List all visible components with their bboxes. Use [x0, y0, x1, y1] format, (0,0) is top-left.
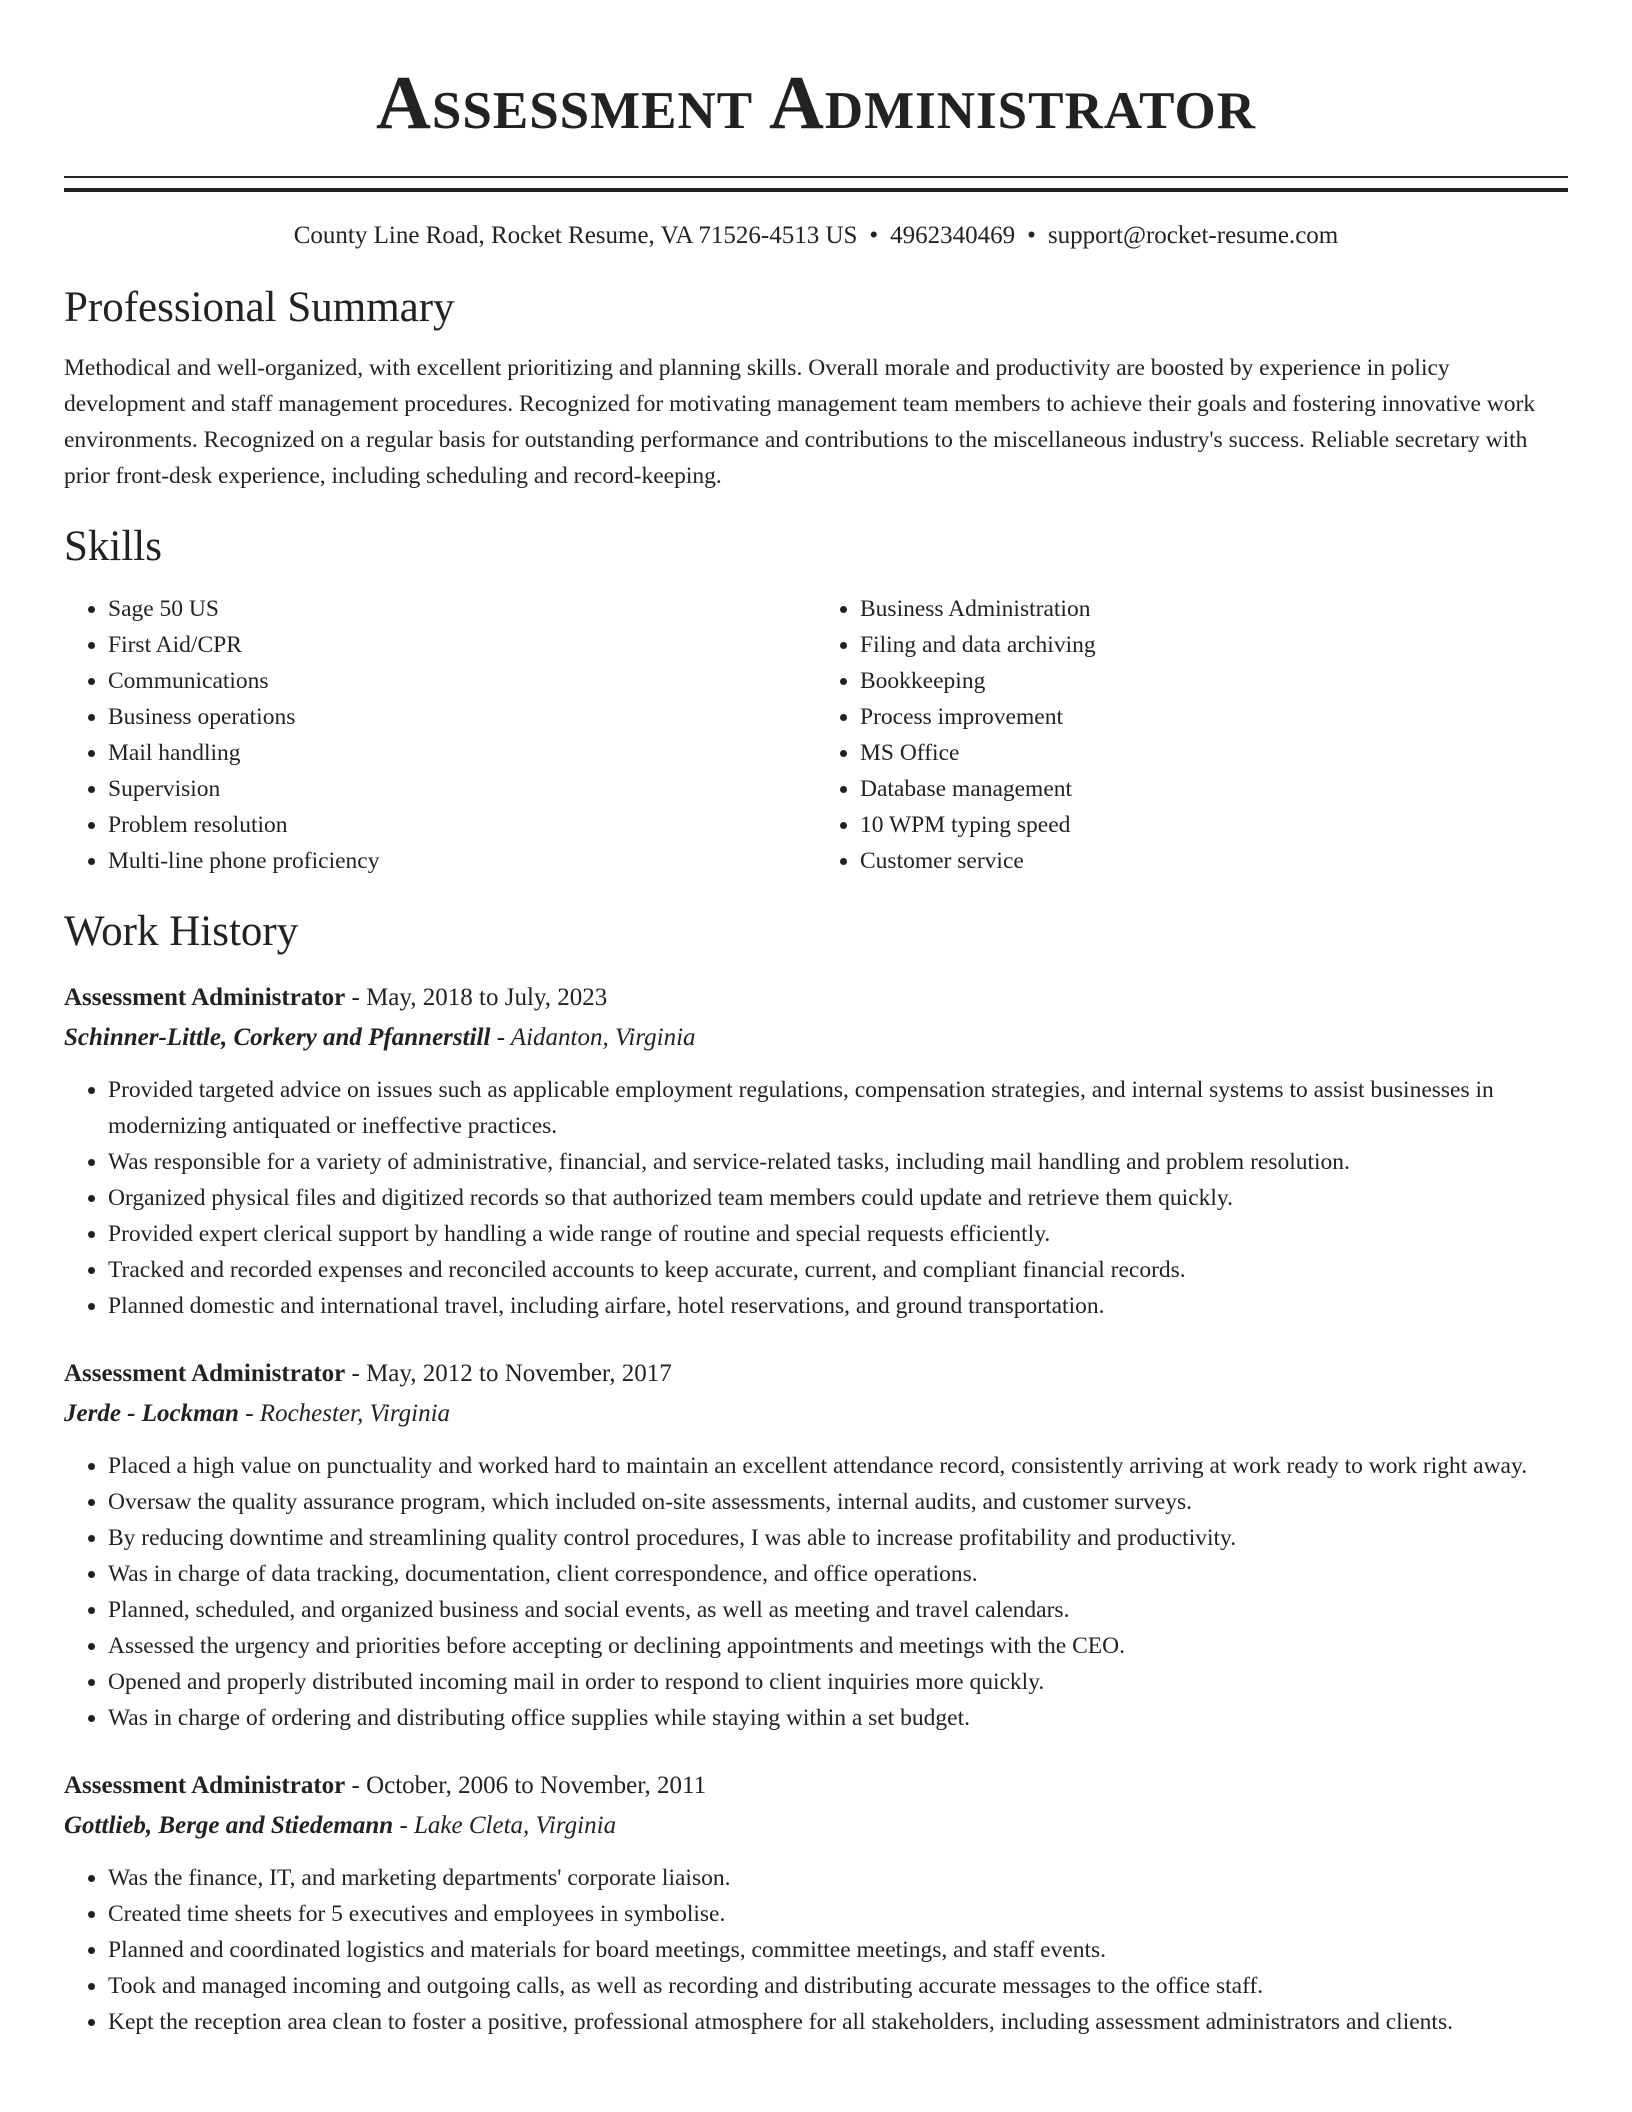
- job-bullet: • Kept the reception area clean to foster a positive, professional atmosphere for all stakeholders, including assessment administrators and clients.: [108, 2004, 1568, 2040]
- skill-item: • Communications: [108, 663, 816, 699]
- contact-separator: •: [869, 222, 879, 249]
- skill-item: • Sage 50 US: [108, 591, 816, 627]
- job-role: Assessment Administrator: [64, 1772, 346, 1799]
- skill-item: • 10 WPM typing speed: [860, 807, 1568, 843]
- job-bullet: • Created time sheets for 5 executives and employees in symbolise.: [108, 1896, 1568, 1932]
- job-bullet: • Planned domestic and international travel, including airfare, hotel reservations, and ground transportation.: [108, 1288, 1568, 1324]
- job-bullets: [64, 1072, 1568, 1324]
- job-location: - Aidanton, Virginia: [490, 1024, 696, 1051]
- job-bullet: • Organized physical files and digitized records so that authorized team members could update and retrieve them quickly.: [108, 1180, 1568, 1216]
- skill-item: • Problem resolution: [108, 807, 816, 843]
- job-entry: [64, 978, 1568, 1324]
- job-heading: [64, 1354, 1568, 1394]
- job-location: - Lake Cleta, Virginia: [393, 1812, 617, 1839]
- contact-separator: •: [1027, 222, 1036, 249]
- header-divider: [64, 176, 1568, 192]
- section-title-summary: Professional Summary: [64, 284, 455, 331]
- skill-item: • Mail handling: [108, 735, 816, 771]
- job-entry: [64, 1354, 1568, 1736]
- job-role: Assessment Administrator: [64, 984, 346, 1011]
- skill-item: • Supervision: [108, 771, 816, 807]
- skill-item: • Customer service: [860, 843, 1568, 879]
- skill-item: • MS Office: [860, 735, 1568, 771]
- job-bullets: [64, 1448, 1568, 1736]
- skills-columns: [64, 591, 1568, 879]
- job-bullet: • Was in charge of ordering and distributing office supplies while staying within a set budget.: [108, 1700, 1568, 1736]
- job-bullet: • Assessed the urgency and priorities before accepting or declining appointments and meetings with the CEO.: [108, 1628, 1568, 1664]
- resume-name: Assessment Administrator: [376, 61, 1256, 145]
- contact-email: support@rocket-resume.com: [1047, 222, 1339, 249]
- job-bullet: • Planned, scheduled, and organized business and social events, as well as meeting and travel calendars.: [108, 1592, 1568, 1628]
- skill-item: • First Aid/CPR: [108, 627, 816, 663]
- skill-item: • Process improvement: [860, 699, 1568, 735]
- job-dates: - May, 2018 to July, 2023: [345, 984, 608, 1011]
- job-company-line: [64, 1018, 1568, 1058]
- skill-item: • Database management: [860, 771, 1568, 807]
- job-bullet: • Planned and coordinated logistics and materials for board meetings, committee meetings, and staff events.: [108, 1932, 1568, 1968]
- job-role: Assessment Administrator: [64, 1360, 346, 1387]
- job-bullet: • Oversaw the quality assurance program, which included on-site assessments, internal audits, and customer surveys.: [108, 1484, 1568, 1520]
- job-entry: [64, 1766, 1568, 2040]
- job-bullet: • Opened and properly distributed incoming mail in order to respond to client inquiries more quickly.: [108, 1664, 1568, 1700]
- job-bullet: • Provided expert clerical support by handling a wide range of routine and special requests efficiently.: [108, 1216, 1568, 1252]
- job-bullets: [64, 1860, 1568, 2040]
- section-title-skills: Skills: [64, 523, 162, 570]
- contact-phone: 4962340469: [890, 222, 1016, 249]
- skill-item: • Business operations: [108, 699, 816, 735]
- job-company: Jerde - Lockman: [64, 1400, 239, 1427]
- section-title-work-history: Work History: [64, 908, 299, 955]
- job-bullet: • Was responsible for a variety of administrative, financial, and service-related tasks, including mail handling and problem resolution.: [108, 1144, 1568, 1180]
- skill-item: • Business Administration: [860, 591, 1568, 627]
- job-bullet: • Took and managed incoming and outgoing calls, as well as recording and distributing accurate messages to the office staff.: [108, 1968, 1568, 2004]
- job-bullet: • Was the finance, IT, and marketing departments' corporate liaison.: [108, 1860, 1568, 1896]
- job-bullet: • Was in charge of data tracking, documentation, client correspondence, and office operations.: [108, 1556, 1568, 1592]
- job-company: Schinner-Little, Corkery and Pfannerstill: [64, 1024, 491, 1051]
- job-heading: [64, 1766, 1568, 1806]
- skill-item: • Filing and data archiving: [860, 627, 1568, 663]
- job-bullet: • Tracked and recorded expenses and reconciled accounts to keep accurate, current, and compliant financial records.: [108, 1252, 1568, 1288]
- job-company: Gottlieb, Berge and Stiedemann: [64, 1812, 394, 1839]
- job-heading: [64, 978, 1568, 1018]
- job-company-line: [64, 1394, 1568, 1434]
- summary-text: Methodical and well-organized, with excellent prioritizing and planning skills. Overall morale and productivity are boosted by experience in policy development and staff management procedures. Recognized for motivating management team members to achieve their goals and fostering innovative work environments. Recognized on a regular basis for outstanding performance and contributions to the miscellaneous industry's success. Reliable secretary with prior front-desk experience, including scheduling and record-keeping.: [64, 355, 1536, 489]
- job-bullet: • Provided targeted advice on issues such as applicable employment regulations, compensation strategies, and internal systems to assist businesses in modernizing antiquated or ineffective practices.: [108, 1072, 1568, 1144]
- skills-list-right: [816, 591, 1568, 879]
- contact-address: County Line Road, Rocket Resume, VA 71526-4513 US: [293, 222, 858, 249]
- job-company-line: [64, 1806, 1568, 1846]
- job-location: - Rochester, Virginia: [238, 1400, 451, 1427]
- job-bullet: • Placed a high value on punctuality and worked hard to maintain an excellent attendance record, consistently arriving at work ready to work right away.: [108, 1448, 1568, 1484]
- skills-list-left: [64, 591, 816, 879]
- job-dates: - October, 2006 to November, 2011: [345, 1772, 707, 1799]
- skill-item: • Bookkeeping: [860, 663, 1568, 699]
- skill-item: • Multi-line phone proficiency: [108, 843, 816, 879]
- contact-line: [64, 218, 1568, 254]
- job-dates: - May, 2012 to November, 2017: [345, 1360, 672, 1387]
- job-bullet: • By reducing downtime and streamlining quality control procedures, I was able to increase profitability and productivity.: [108, 1520, 1568, 1556]
